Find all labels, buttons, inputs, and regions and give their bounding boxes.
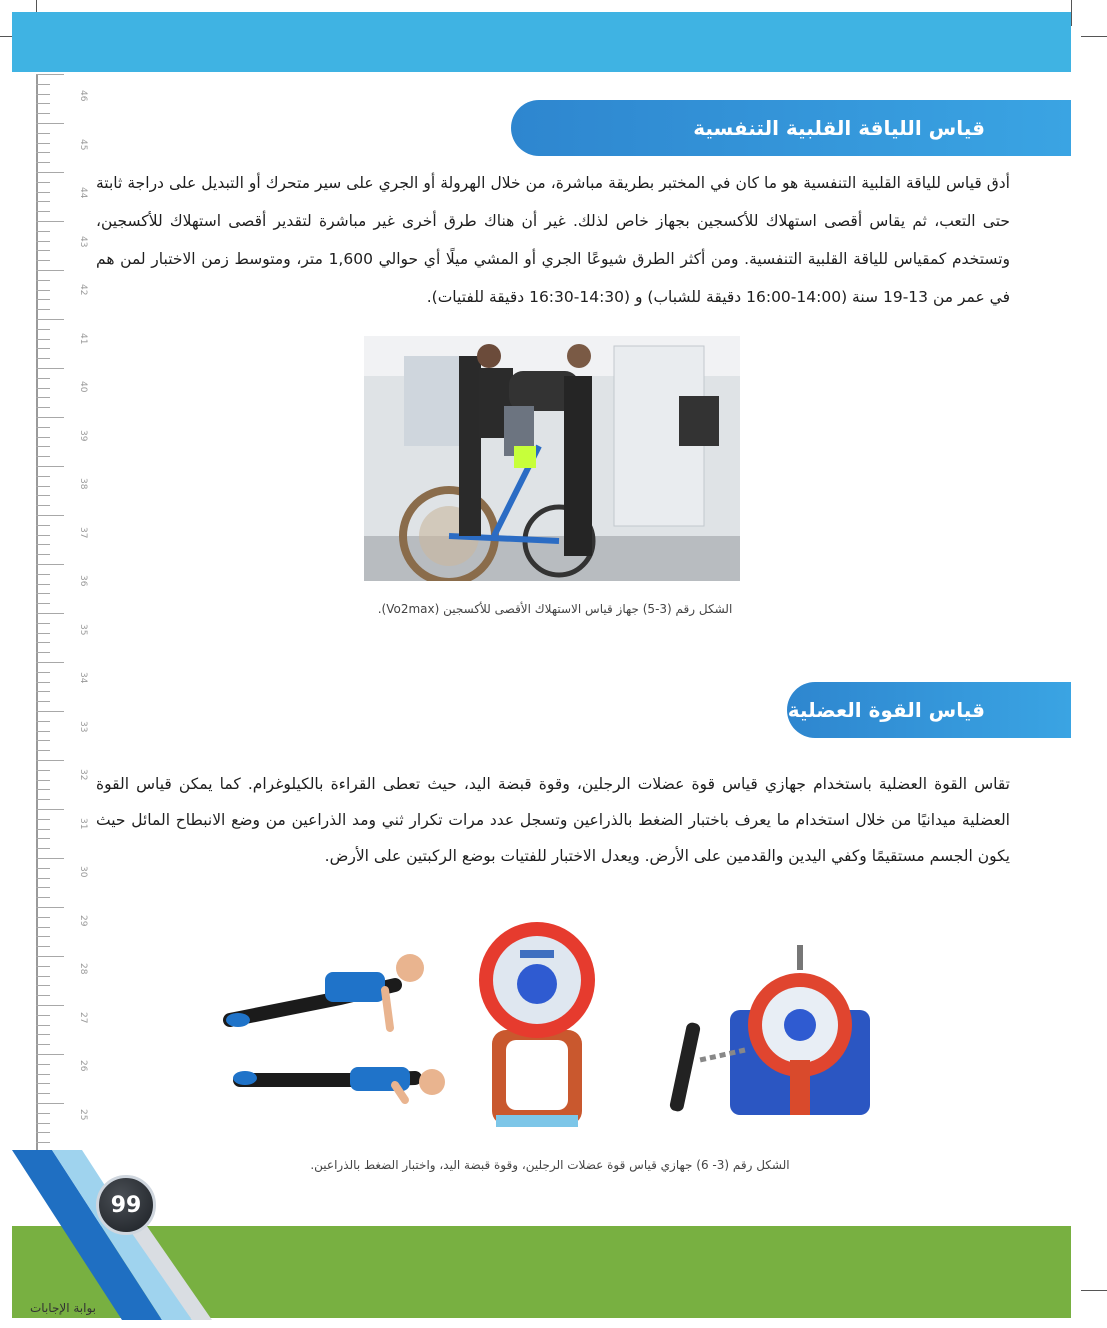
side-ruler <box>36 74 96 1154</box>
ruler-tick <box>36 260 50 261</box>
ruler-number: 42 <box>78 284 88 296</box>
ruler-tick <box>36 143 50 144</box>
ruler-tick <box>36 799 50 800</box>
ruler-tick <box>36 623 50 624</box>
ruler-tick <box>36 564 64 565</box>
ruler-tick <box>36 103 50 104</box>
ruler-number: 41 <box>78 332 88 344</box>
crop-mark <box>1081 36 1107 37</box>
ruler-tick <box>36 456 50 457</box>
ruler-number: 36 <box>78 575 88 587</box>
ruler-tick <box>36 917 50 918</box>
ruler-number: 45 <box>78 138 88 150</box>
ruler-tick <box>36 1103 64 1104</box>
ruler-tick <box>36 711 64 712</box>
ruler-tick <box>36 662 64 663</box>
ruler-tick <box>36 113 50 114</box>
ruler-tick <box>36 1113 50 1114</box>
ruler-tick <box>36 427 50 428</box>
ruler-tick <box>36 84 50 85</box>
ruler-tick <box>36 94 50 95</box>
paragraph-strength: تقاس القوة العضلية باستخدام جهازي قياس قوة عضلات الرجلين، وقوة قبضة اليد، حيث تعطى القراءة بالكيلوغرام. كما يمكن قياس القوة العضلية ميدانيًا من خلال استخدام ما يعرف باختبار الضغط بالذراعين وتسجل عدد مرات تكرار ثني ومد الذراعين من وضع الانبطاح المائل حيث يكون الجسم مستقيمًا وكفي اليدين والقدمين على الأرض. ويعدل الاختبار للفتيات بوضع الركبتين على الأرض. <box>96 775 1010 865</box>
ruler-tick <box>36 1064 50 1065</box>
figure-caption-3-5: الشكل رقم (3-5) جهاز قياس الاستهلاك الأقصى للأكسجين (Vo2max). <box>377 602 733 616</box>
ruler-tick <box>36 1132 50 1133</box>
ruler-tick <box>36 613 64 614</box>
ruler-tick <box>36 1083 50 1084</box>
ruler-tick <box>36 299 50 300</box>
ruler-tick <box>36 241 50 242</box>
top-color-band <box>12 12 1071 72</box>
ruler-tick <box>36 417 64 418</box>
ruler-tick <box>36 446 50 447</box>
ruler-tick <box>36 388 50 389</box>
ruler-tick <box>36 701 50 702</box>
section-heading-strength: قياس القوة العضلية <box>787 682 1071 738</box>
ruler-number: 29 <box>78 914 88 926</box>
ruler-tick <box>36 985 50 986</box>
ruler-tick <box>36 995 50 996</box>
paragraph-cardio: أدق قياس للياقة القلبية التنفسية هو ما كان في المختبر بطريقة مباشرة، من خلال الهرولة أو الجري على سير متحرك أو التبديل على دراجة ثابتة حتى التعب، ثم يقاس أقصى استهلاك للأكسجين بجهاز خاص لذلك. غير أن هناك طرق أخرى غير مباشرة لتقدير أقصى استهلاك للأكسجين، وتستخدم كمقياس للياقة القلبية التنفسية. ومن أكثر الطرق شيوعًا الجري أو المشي ميلًا أي حوالي 1,600 متر، ومتوسط زمن الاختبار لمن هم في عمر من 13-19 سنة (14:00-16:00 دقيقة للشباب) و (14:30-16:30 دقيقة للفتيات). <box>96 174 1010 306</box>
ruler-tick <box>36 309 50 310</box>
ruler-tick <box>36 603 50 604</box>
ruler-tick <box>36 887 50 888</box>
ruler-tick <box>36 966 50 967</box>
ruler-tick <box>36 780 50 781</box>
ruler-tick <box>36 897 50 898</box>
ruler-tick <box>36 270 64 271</box>
leg-back-dynamometer-icon <box>669 945 870 1115</box>
ruler-tick <box>36 290 50 291</box>
vo2max-lab-illustration <box>364 336 740 581</box>
ruler-tick <box>36 192 50 193</box>
hand-grip-dynamometer-icon <box>479 922 595 1127</box>
ruler-tick <box>36 956 64 957</box>
ruler-tick <box>36 838 50 839</box>
crop-mark <box>1071 0 1072 26</box>
ruler-tick <box>36 466 64 467</box>
ruler-tick <box>36 652 50 653</box>
ruler-number: 32 <box>78 769 88 781</box>
ruler-tick <box>36 848 50 849</box>
ruler-tick <box>36 535 50 536</box>
ruler-tick <box>36 152 50 153</box>
ruler-tick <box>36 936 50 937</box>
ruler-tick <box>36 819 50 820</box>
ruler-tick <box>36 1142 50 1143</box>
ruler-line <box>36 74 38 1154</box>
ruler-tick <box>36 1005 64 1006</box>
ruler-tick <box>36 682 50 683</box>
pushup-icon <box>226 954 445 1100</box>
ruler-number: 46 <box>78 90 88 102</box>
ruler-tick <box>36 868 50 869</box>
ruler-tick <box>36 319 64 320</box>
ruler-tick <box>36 770 50 771</box>
ruler-tick <box>36 476 50 477</box>
ruler-tick <box>36 574 50 575</box>
ruler-tick <box>36 1025 50 1026</box>
ruler-tick <box>36 809 64 810</box>
ruler-number: 43 <box>78 235 88 247</box>
page-number-badge: 99 <box>96 1175 156 1235</box>
ruler-tick <box>36 878 50 879</box>
ruler-tick <box>36 74 64 75</box>
ruler-tick <box>36 211 50 212</box>
ruler-tick <box>36 397 50 398</box>
ruler-tick <box>36 721 50 722</box>
ruler-tick <box>36 584 50 585</box>
ruler-number: 38 <box>78 478 88 490</box>
ruler-tick <box>36 505 50 506</box>
ruler-tick <box>36 642 50 643</box>
ruler-tick <box>36 1093 50 1094</box>
ruler-tick <box>36 368 64 369</box>
ruler-number: 44 <box>78 187 88 199</box>
ruler-tick <box>36 1015 50 1016</box>
ruler-number: 26 <box>78 1060 88 1072</box>
ruler-tick <box>36 976 50 977</box>
ruler-number: 25 <box>78 1108 88 1120</box>
ruler-tick <box>36 378 50 379</box>
section-heading-cardio: قياس اللياقة القلبية التنفسية <box>511 100 1071 156</box>
ruler-tick <box>36 133 50 134</box>
ruler-tick <box>36 486 50 487</box>
figure-caption-3-6: الشكل رقم (3- 6) جهازي قياس قوة عضلات الرجلين، وقوة قبضة اليد، واختبار الضغط بالذراعين. <box>310 1158 790 1172</box>
ruler-tick <box>36 329 50 330</box>
ruler-number: 31 <box>78 817 88 829</box>
ruler-tick <box>36 858 64 859</box>
ruler-tick <box>36 691 50 692</box>
ruler-number: 33 <box>78 720 88 732</box>
ruler-tick <box>36 633 50 634</box>
ruler-tick <box>36 1054 64 1055</box>
ruler-tick <box>36 280 50 281</box>
ruler-number: 28 <box>78 963 88 975</box>
ruler-tick <box>36 927 50 928</box>
ruler-tick <box>36 829 50 830</box>
ruler-number: 37 <box>78 526 88 538</box>
ruler-tick <box>36 1044 50 1045</box>
ruler-tick <box>36 358 50 359</box>
ruler-tick <box>36 740 50 741</box>
ruler-tick <box>36 437 50 438</box>
watermark-text: بوابة الإجابات <box>30 1301 97 1315</box>
ruler-tick <box>36 348 50 349</box>
ruler-number: 40 <box>78 381 88 393</box>
ruler-tick <box>36 554 50 555</box>
strength-devices-figure <box>200 910 900 1130</box>
ruler-tick <box>36 1034 50 1035</box>
ruler-number: 35 <box>78 623 88 635</box>
ruler-tick <box>36 672 50 673</box>
ruler-tick <box>36 544 50 545</box>
ruler-tick <box>36 231 50 232</box>
ruler-tick <box>36 250 50 251</box>
vo2max-lab-photo <box>364 336 740 581</box>
ruler-tick <box>36 1123 50 1124</box>
ruler-tick <box>36 1074 50 1075</box>
ruler-tick <box>36 182 50 183</box>
ruler-tick <box>36 162 50 163</box>
ruler-tick <box>36 172 64 173</box>
ruler-tick <box>36 907 64 908</box>
ruler-tick <box>36 515 64 516</box>
strength-devices-illustration <box>200 910 900 1130</box>
ruler-tick <box>36 750 50 751</box>
ruler-tick <box>36 407 50 408</box>
ruler-number: 27 <box>78 1011 88 1023</box>
ruler-number: 39 <box>78 429 88 441</box>
ruler-tick <box>36 946 50 947</box>
ruler-tick <box>36 201 50 202</box>
crop-mark <box>1081 1290 1107 1291</box>
ruler-tick <box>36 760 64 761</box>
ruler-tick <box>36 221 64 222</box>
ruler-tick <box>36 123 64 124</box>
ruler-tick <box>36 495 50 496</box>
ruler-tick <box>36 731 50 732</box>
ruler-number: 30 <box>78 866 88 878</box>
ruler-tick <box>36 789 50 790</box>
ruler-number: 34 <box>78 672 88 684</box>
ruler-tick <box>36 339 50 340</box>
ruler-tick <box>36 525 50 526</box>
ruler-tick <box>36 593 50 594</box>
